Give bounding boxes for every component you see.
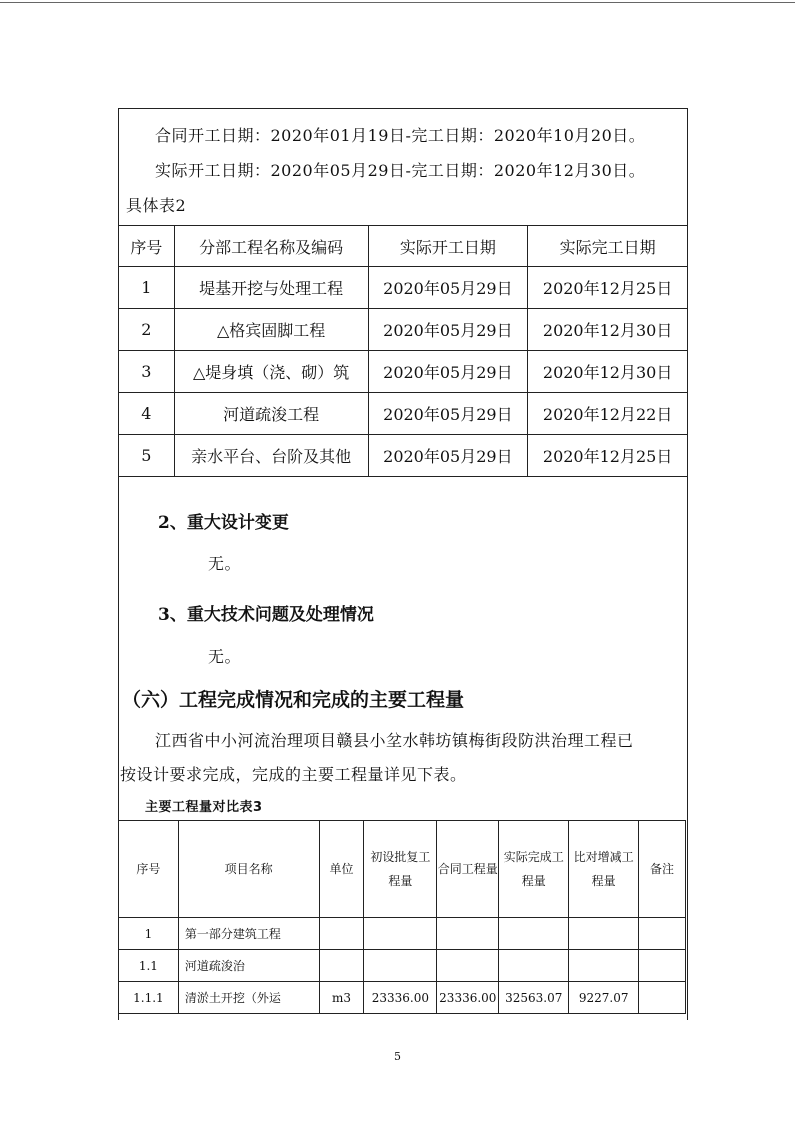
table-cell: 亲水平台、台阶及其他 [174,435,368,477]
section-tech-issues-body: 无。 [208,647,242,666]
table-cell: 2020年05月29日 [368,435,528,477]
actual-dates: 实际开工日期：2020年05月29日-完工日期：2020年12月30日。 [155,161,646,180]
table-cell [319,950,364,982]
table-header-cell: 序号 [119,226,175,267]
table-header-cell: 分部工程名称及编码 [174,226,368,267]
table-cell [319,918,364,950]
table-cell: △堤身填（浇、砌）筑 [174,351,368,393]
table-cell [569,950,639,982]
section-design-change-body: 无。 [208,554,242,573]
table-header-cell: 项目名称 [178,821,319,918]
table-cell: 1 [119,267,175,309]
table-row [119,309,688,351]
table-cell [499,950,569,982]
table-cell [364,918,437,950]
table-cell: 23336.00 [437,982,499,1014]
table-cell: △格宾固脚工程 [174,309,368,351]
table-cell: 2020年12月25日 [528,267,688,309]
table-cell: 5 [119,435,175,477]
table-header-cell: 序号 [119,821,179,918]
table-cell: 4 [119,393,175,435]
table-header-row [119,821,686,918]
table-header-cell: 初设批复工程量 [364,821,437,918]
table-cell: 河道疏浚工程 [174,393,368,435]
table-header-cell: 单位 [319,821,364,918]
table-header-cell: 实际完成工程量 [499,821,569,918]
table-cell: 清淤土开挖（外运 [178,982,319,1014]
table-header-row [119,226,688,267]
top-rule [0,2,795,3]
table-cell: 2020年12月30日 [528,309,688,351]
page-number: 5 [394,1050,401,1063]
table-row [119,351,688,393]
table-row [119,393,688,435]
schedule-table [118,225,688,477]
table-cell: 1.1 [119,950,179,982]
table-cell: 23336.00 [364,982,437,1014]
quantity-table [118,820,686,1014]
table-cell: 32563.07 [499,982,569,1014]
table-cell: m3 [319,982,364,1014]
table-cell: 2 [119,309,175,351]
table-header-cell: 合同工程量 [437,821,499,918]
section-design-change-title: 2、重大设计变更 [158,513,289,533]
table-row [119,435,688,477]
table-cell [639,950,686,982]
table-cell: 2020年05月29日 [368,267,528,309]
table-header-cell: 实际完工日期 [528,226,688,267]
table-row [119,982,686,1014]
section-completion-title: （六）工程完成情况和完成的主要工程量 [122,689,465,711]
table-cell: 2020年05月29日 [368,309,528,351]
section-tech-issues-title: 3、重大技术问题及处理情况 [158,605,374,625]
table-cell [437,950,499,982]
table3-caption: 主要工程量对比表3 [145,800,263,815]
table-header-cell: 比对增减工程量 [569,821,639,918]
table2-caption: 具体表2 [126,196,187,215]
table-row [119,950,686,982]
table-cell [639,918,686,950]
table-cell: 1 [119,918,179,950]
table-cell: 2020年12月30日 [528,351,688,393]
contract-dates: 合同开工日期：2020年01月19日-完工日期：2020年10月20日。 [155,126,646,145]
table-cell [437,918,499,950]
table-cell [499,918,569,950]
table-header-cell: 实际开工日期 [368,226,528,267]
table-cell: 堤基开挖与处理工程 [174,267,368,309]
table-cell: 9227.07 [569,982,639,1014]
table-row [119,267,688,309]
section-completion-body-line1: 江西省中小河流治理项目赣县小坌水韩坊镇梅街段防洪治理工程已 [155,731,634,750]
table-cell: 2020年05月29日 [368,393,528,435]
table-cell [639,982,686,1014]
table-cell: 2020年12月22日 [528,393,688,435]
table-header-cell: 备注 [639,821,686,918]
table-cell: 2020年12月25日 [528,435,688,477]
table-cell [569,918,639,950]
table-row [119,918,686,950]
table-cell: 3 [119,351,175,393]
table-cell [364,950,437,982]
table-cell: 2020年05月29日 [368,351,528,393]
table-cell: 第一部分建筑工程 [178,918,319,950]
section-completion-body-line2: 按设计要求完成，完成的主要工程量详见下表。 [120,765,467,784]
table-cell: 1.1.1 [119,982,179,1014]
table-cell: 河道疏浚治 [178,950,319,982]
